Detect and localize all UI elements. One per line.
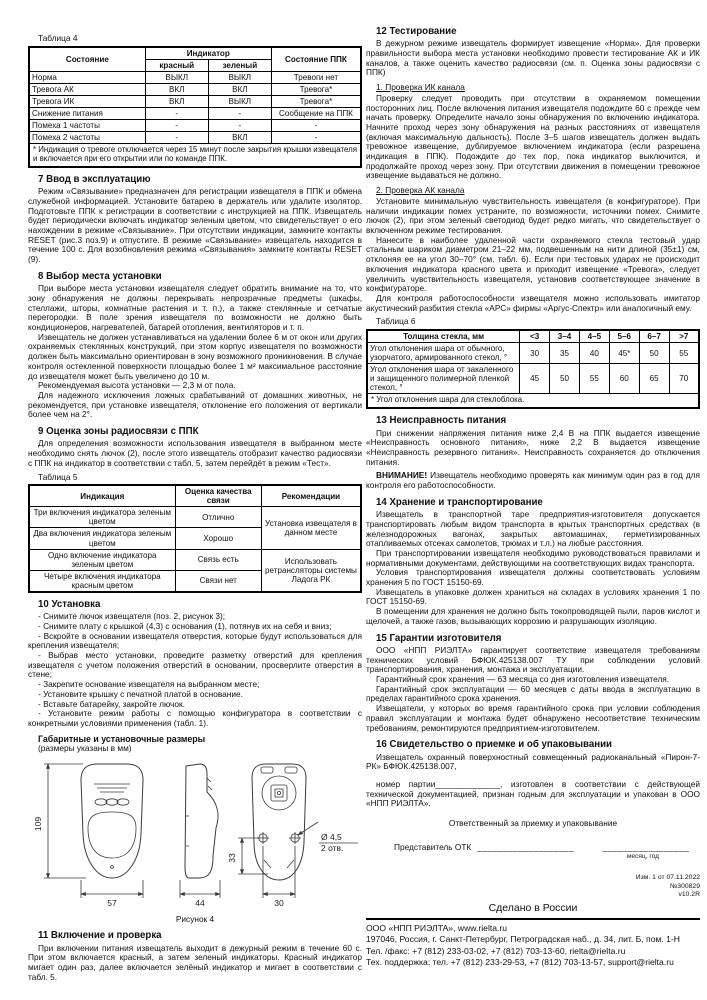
paragraph: Для надежного исключения ложных срабатываний от домашних животных, не рекомендуется, при установке извещателя, отклонение его положения от вертикали более чем на 2°. (28, 389, 362, 420)
figure-caption: Рисунок 4 (175, 913, 215, 924)
table-footnote-row (367, 394, 699, 408)
col-header: 4–5 (579, 330, 609, 343)
paragraph: Извещатели, у которых во время гарантийного срока при условии соблюдения правил эксплуатации и монтажа будет обнаружено несоответствие техническим требованиям, ремонтируются предприятием-изготовителем. (366, 703, 700, 733)
date-blank: _________________ (602, 841, 690, 852)
paragraph: В дежурном режиме извещатель формирует извещение «Норма». Для проверки правильности выбора места установки необходимо провести тестирование АК и ИК каналов, а также оценить качество радиосвязи (см. п. Оценка зоны радиосвязи с ППК) (366, 38, 700, 78)
list-item: - Вставьте батарейку, закройте лючок. (38, 698, 185, 709)
paragraph: Гарантийный срок эксплуатации — 60 месяцев с даты ввода в эксплуатацию в пределах гарантийного срока хранения. (366, 683, 700, 704)
figure-front-view (81, 764, 143, 878)
table-header-row (29, 485, 361, 507)
cell: Хорошо (175, 528, 261, 549)
cell: Угол отклонения шара от обычного, узорчатого, армированного стекол, ° (367, 343, 520, 364)
paragraph: Для определения возможности использования извещателя в выбранном месте необходимо снять лючок (2), после этого извещатель отобразит качество радиосвязи с ППК на индикатор в соответствии с табл. 5, затем перейдёт в режим «Тест». (28, 438, 362, 468)
cell: - (271, 132, 361, 144)
cell: Норма (29, 71, 145, 83)
figure-side-view (185, 764, 218, 878)
dim-label-44: 44 (195, 897, 205, 908)
dimensions-subheading: (размеры указаны в мм) (38, 742, 132, 753)
table6-glass-angles (366, 329, 700, 409)
table6-label: Таблица 6 (376, 316, 416, 327)
cell: - (145, 132, 208, 144)
cell: Использовать ретрансляторы системы Ладога РК (261, 549, 361, 592)
manufacturer-contacts (366, 923, 700, 968)
cell: Угол отклонения шара от закаленного и защищенного полимерной пленкой стекол, ° (367, 364, 520, 394)
section12-title: 12 Тестирование (376, 26, 457, 37)
batch-number-line: номер партии______________, изготовлен в соответствии с действующей технической документацией, признан годным для эксплуатации и упакован в ООО «НПП РИЭЛТА». (366, 779, 700, 809)
col-header: Состояние (29, 47, 145, 72)
col-header: Оценка качества связи (175, 485, 261, 507)
dim-label-57: 57 (107, 897, 117, 908)
col-header: Рекомендации (261, 485, 361, 507)
contact-line: ООО «НПП РИЭЛТА», www.rielta.ru (366, 922, 508, 933)
paragraph: В помещении для хранения не должно быть токопроводящей пыли, паров кислот и щелочей, а также газов, вызывающих коррозию и разрушающих изоляцию. (366, 606, 700, 626)
paragraph: Режим «Связывание» предназначен для регистрации извещателя в ППК и обмена служебной информацией. Установите батарею в держатель или удалите изолятор. Подготовьте ППК к регистрации в соответствии с инструкцией на ППК. Извещатель будет периодически включать индикатор зеленым цветом, что свидетельствует о его нахождении в режиме «Связывание». При отсутствии индикации, замкните контакты RESET (рис.3 поз.9) и отпустите. В режиме «Связывание» извещатель находится в течение 100 с. Для возобновления режима «Связывания» замкните контакты RESET (9). (28, 186, 362, 265)
paragraph: При транспортировании извещателя необходимо руководствоваться правилами и нормативными документами, действующими на соответствующих видах транспорта. (366, 547, 700, 568)
date-blank-wrap (596, 843, 689, 860)
cell: Связи нет (175, 570, 261, 592)
section7-title: 7 Ввод в эксплуатацию (38, 173, 151, 185)
list-item: - Установите крышку с печатной платой в основание. (38, 688, 243, 699)
section15-title: 15 Гарантии изготовителя (376, 632, 502, 644)
table-footnote: * Индикация о тревоге отключается через 15 минут после закрытия крышки извещателя и включается при его открытии или по команде ППК. (29, 144, 361, 167)
dimension-height (33, 764, 86, 878)
table5-radio-quality (28, 484, 362, 593)
cell: 30 (520, 343, 550, 364)
table-footnote: * Угол отклонения шара для стеклоблока. (367, 394, 699, 408)
cell: Три включения индикатора зеленым цветом (29, 507, 175, 528)
list-item: - Установите режим работы с помощью конфигуратора в соответствии с конкретными условиями применения (табл. 1). (28, 708, 362, 728)
cell: ВКЛ (145, 95, 208, 107)
dim-label-30: 30 (274, 897, 284, 908)
figure-4-drawing (28, 756, 362, 925)
cell: Отлично (175, 507, 261, 528)
cell: Сообщение на ППК (271, 108, 361, 120)
doc-number: №300829 (670, 882, 700, 890)
footer-divider (366, 918, 700, 920)
list-item: - Снимите плату с крышкой (4,3) с основания (1), потянув их на себя и вниз; (38, 620, 332, 631)
revision-block (366, 874, 700, 899)
table4-indicator-states (28, 46, 362, 168)
cell: 50 (639, 343, 669, 364)
responsible-line: Ответственный за приемку и упаковывание (448, 818, 618, 829)
cell: 35 (550, 343, 580, 364)
dimension-front-width (81, 880, 143, 908)
section16-title: 16 Свидетельство о приемке и об упаковывании (376, 739, 612, 751)
paragraph: Условия транспортирования извещателя должны соответствовать условиям хранения 5 по ГОСТ 15150-69. (366, 567, 700, 588)
cell: ВЫКЛ (208, 71, 271, 83)
col-header: красный (145, 59, 208, 71)
cell: - (145, 108, 208, 120)
revision-line: Изм. 1 от 07.11.2022 (635, 874, 700, 882)
signature-blank: ___________________ (477, 841, 575, 852)
cell: 45* (609, 343, 639, 364)
list-item: - Закрепите основание извещателя на выбранном месте; (38, 679, 260, 690)
paragraph: Установите минимальную чувствительность извещателя (в конфигураторе). При наличии индикации помех устраните, по возможности, источники помех. Снимите лючок (2), при этом зеленый светодиод будет редко мигать, что свидетельствует о включенном режиме тестирования. (366, 195, 700, 235)
list-item: - Снимите лючок извещателя (поз. 2, рисунок 3); (38, 611, 226, 622)
table-header-row (367, 330, 699, 343)
dimensions-heading: Габаритные и установочные размеры (38, 733, 206, 744)
right-column (366, 20, 700, 968)
col-header: 3–4 (550, 330, 580, 343)
col-header: зеленый (208, 59, 271, 71)
hole-count-label: 2 отв. (321, 842, 344, 853)
cell: - (208, 108, 271, 120)
cell: ВЫКЛ (145, 71, 208, 83)
dim-label-109: 109 (33, 816, 43, 831)
left-column (28, 30, 362, 982)
section10-title: 10 Установка (38, 598, 101, 610)
dim-label-33: 33 (227, 852, 237, 863)
section8-title: 8 Выбор места установки (38, 270, 162, 282)
col-header: Состояние ППК (271, 47, 361, 72)
dimension-side-width (180, 880, 220, 908)
cell: Помеха 2 частоты (29, 132, 145, 144)
col-header: <3 (520, 330, 550, 343)
paragraph: Гарантийный срок хранения — 63 месяца со дня изготовления извещателя. (376, 674, 670, 685)
paragraph: Извещатель не должен устанавливаться на удалении более 6 м от окон или других охраняемых стеклянных конструкций, при этом корпус извещателя по возможности должен быть максимально ориентирован в зону возможного проникновения. В случае контроля остекленной поверхности площадью более 1 м² максимальное расстояние до извещателя может быть увеличено до 10 м. (28, 331, 362, 381)
paragraph: При выборе места установки извещателя следует обратить внимание на то, что зону обнаружения не должны перекрывать непрозрачные предметы (шкафы, стеллажи, шторы, комнатные растения и т. п.), а также стеклянные и сетчатые перегородки. В поле зрения извещателя по возможности не должно быть кондиционеров, нагревателей, батарей отопления, вентиляторов и т. п. (28, 283, 362, 333)
cell: ВКЛ (208, 132, 271, 144)
col-header: 5–6 (609, 330, 639, 343)
contact-line: 197046, Россия, г. Санкт-Петербург, Петроградская наб., д. 34, лит. Б, пом. 1-Н (366, 934, 681, 945)
subsection-ak-check-title: 2. Проверка АК канала (376, 185, 465, 196)
cell: Помеха 1 частоты (29, 120, 145, 132)
paragraph: Извещатель в транспортной таре предприятия-изготовителя допускается транспортировать любым видом транспорта в крытых транспортных средствах (в железнодорожных вагонах, закрытых автомашинах, герметизированных отапливаемых отсеках самолетов, трюмах и т.л.) на любые расстояния. (366, 509, 700, 549)
cell: Тревоги нет (271, 71, 361, 83)
hole-callout (298, 822, 358, 853)
figure-rear-view (252, 764, 306, 880)
col-header: Толщина стекла, мм (367, 330, 520, 343)
table-row (29, 120, 361, 132)
cell: 60 (609, 364, 639, 394)
cell: Снижение питания (29, 108, 145, 120)
paragraph: При снижении напряжения питания ниже 2,4 В на ППК выдается извещение «Неисправность основного питания», ниже 2,2 В выдается извещение «Неисправность резервного питания». Неисправность сохраняется до отключения питания. (366, 427, 700, 467)
date-caption: месяц, год (626, 852, 659, 860)
cell: Тревога* (271, 83, 361, 95)
cell: Тревога ИК (29, 95, 145, 107)
subsection-ik-check-title: 1. Проверка ИК канала (376, 82, 465, 93)
made-in-russia: Сделано в России (488, 901, 578, 914)
cell: 40 (579, 343, 609, 364)
cell: 45 (520, 364, 550, 394)
section14-title: 14 Хранение и транспортирование (376, 496, 543, 508)
cell: - (271, 120, 361, 132)
table-row (367, 364, 699, 394)
signature-row (394, 843, 700, 860)
cell: - (208, 120, 271, 132)
paragraph: Для контроля работоспособности извещателя можно использовать имитатор акустический разбития стекла «АРС» фирмы «Аргус-Спектр» или аналогичный ему. (366, 292, 700, 313)
attention-note (366, 471, 700, 490)
doc-version: v10.2R (678, 891, 700, 899)
cell: Два включения индикатора зеленым цветом (29, 528, 175, 549)
paragraph: Проверку следует проводить при отсутствии в охраняемом помещении посторонних лиц. После включения питания извещателя подождите 60 с прежде чем начать проверку. Определите начало зоны обнаружения по включению индикатора. Начните проход через зону обнаружения на разных расстояниях от извещателя (включая максимальную дальность). После 3–5 шагов извещатель должен выдать тревожное извещение, дублируемое включением индикатора (если разрешена индикация в ППК). Подождите до тех пор, пока индикатор выключится, и продолжайте проход через зону. При отсутствии движения в помещении тревожное извещение выдаваться не должно. (366, 92, 700, 181)
table-row (29, 507, 361, 528)
cell: 50 (550, 364, 580, 394)
cell: 55 (669, 343, 699, 364)
table4-label: Таблица 4 (38, 33, 78, 43)
contact-line: Тех. поддержка: тел. +7 (812) 233-29-53, +7 (812) 703-13-57, support@rielta.ru (366, 957, 674, 967)
paragraph: Рекомендуемая высота установки — 2,3 м от пола. (38, 380, 236, 391)
section11-title: 11 Включение и проверка (38, 930, 162, 942)
cell: Тревога АК (29, 83, 145, 95)
col-header: >7 (669, 330, 699, 343)
table-row (29, 95, 361, 107)
device-dimension-drawing (28, 756, 362, 914)
hole-diameter-label: Ø 4,5 (321, 831, 342, 842)
table-row (29, 132, 361, 144)
section13-title: 13 Неисправность питания (376, 415, 507, 427)
cell: Одно включение индикатора зеленым цветом (29, 549, 175, 570)
paragraph: Извещатель в упаковке должен храниться на складах в условиях хранения 1 по ГОСТ 15150-69. (366, 586, 700, 607)
table-row (29, 83, 361, 95)
otk-representative-label: Представитель ОТК (394, 841, 472, 852)
table-row (29, 71, 361, 83)
dimension-hole-offset (227, 838, 268, 874)
col-header: Индикация (29, 485, 175, 507)
table5-label: Таблица 5 (38, 471, 78, 482)
attention-label: ВНИМАНИЕ! (376, 470, 428, 481)
section9-title: 9 Оценка зоны радиосвязи с ППК (38, 426, 199, 438)
cell: 55 (579, 364, 609, 394)
cell: 65 (639, 364, 669, 394)
table-row (29, 108, 361, 120)
cell: ВЫКЛ (208, 95, 271, 107)
cell: Связь есть (175, 549, 261, 570)
cell: Четыре включения индикатора красным цветом (29, 570, 175, 592)
cell: ВКЛ (145, 83, 208, 95)
list-item: - Выбрав место установки, проведите разметку отверстий для крепления извещателя с учетом положения отверстий в основании, просверлите отверстия в стене; (28, 649, 362, 680)
cell: Тревога* (271, 95, 361, 107)
cell: ВКЛ (208, 83, 271, 95)
paragraph: При включении питания извещатель выходит в дежурный режим в течение 60 с. При этом включается красный, а затем зеленый индикаторы. Красный индикатор мигает один раз, далее включается зелёный индикатор и мигает в соответствии с табл. 5. (28, 942, 362, 982)
table-row (367, 343, 699, 364)
cell: 70 (669, 364, 699, 394)
table-row (29, 549, 361, 570)
col-header: 6–7 (639, 330, 669, 343)
contact-line: Тел. /факс: +7 (812) 233-03-02, +7 (812) 703-13-60, rielta@rielta.ru (366, 945, 626, 956)
paragraph: ООО «НПП РИЭЛТА» гарантирует соответствие извещателя требованиям технических условий БФЮК.425138.007 ТУ при соблюдении условий транспортирования, хранения, монтажа и эксплуатации. (366, 644, 700, 675)
table-header-row (29, 47, 361, 60)
col-header: Индикатор (145, 47, 271, 60)
paragraph: Извещатель охранный поверхностный совмещенный радиоканальный «Пирон-7-РК» БФЮК.425138.007, (366, 751, 700, 772)
attention-text: Извещатель необходимо проверять как минимум один раз в год для контроля его работоспособности. (366, 470, 700, 491)
cell: - (145, 120, 208, 132)
cell: Установка извещателя в данном месте (261, 507, 361, 549)
list-item: - Вскройте в основании извещателя отверстия, которые будут использоваться для крепления извещателя; (28, 630, 362, 651)
table-footnote-row (29, 144, 361, 167)
paragraph: Нанесите в наиболее удаленной части охраняемого стекла тестовый удар стальным шариком диаметром 21–22 мм, подвешенным на нити длиной (35±1) см, отклоняя ее на угол 30–70° (см. табл. 6). Если при тестовых ударах не происходит включения индикатора красного цвета и приходит извещение «Тревога», следует увеличить чувствительность извещателя, установив соответствующее значение в конфигураторе. (366, 234, 700, 294)
